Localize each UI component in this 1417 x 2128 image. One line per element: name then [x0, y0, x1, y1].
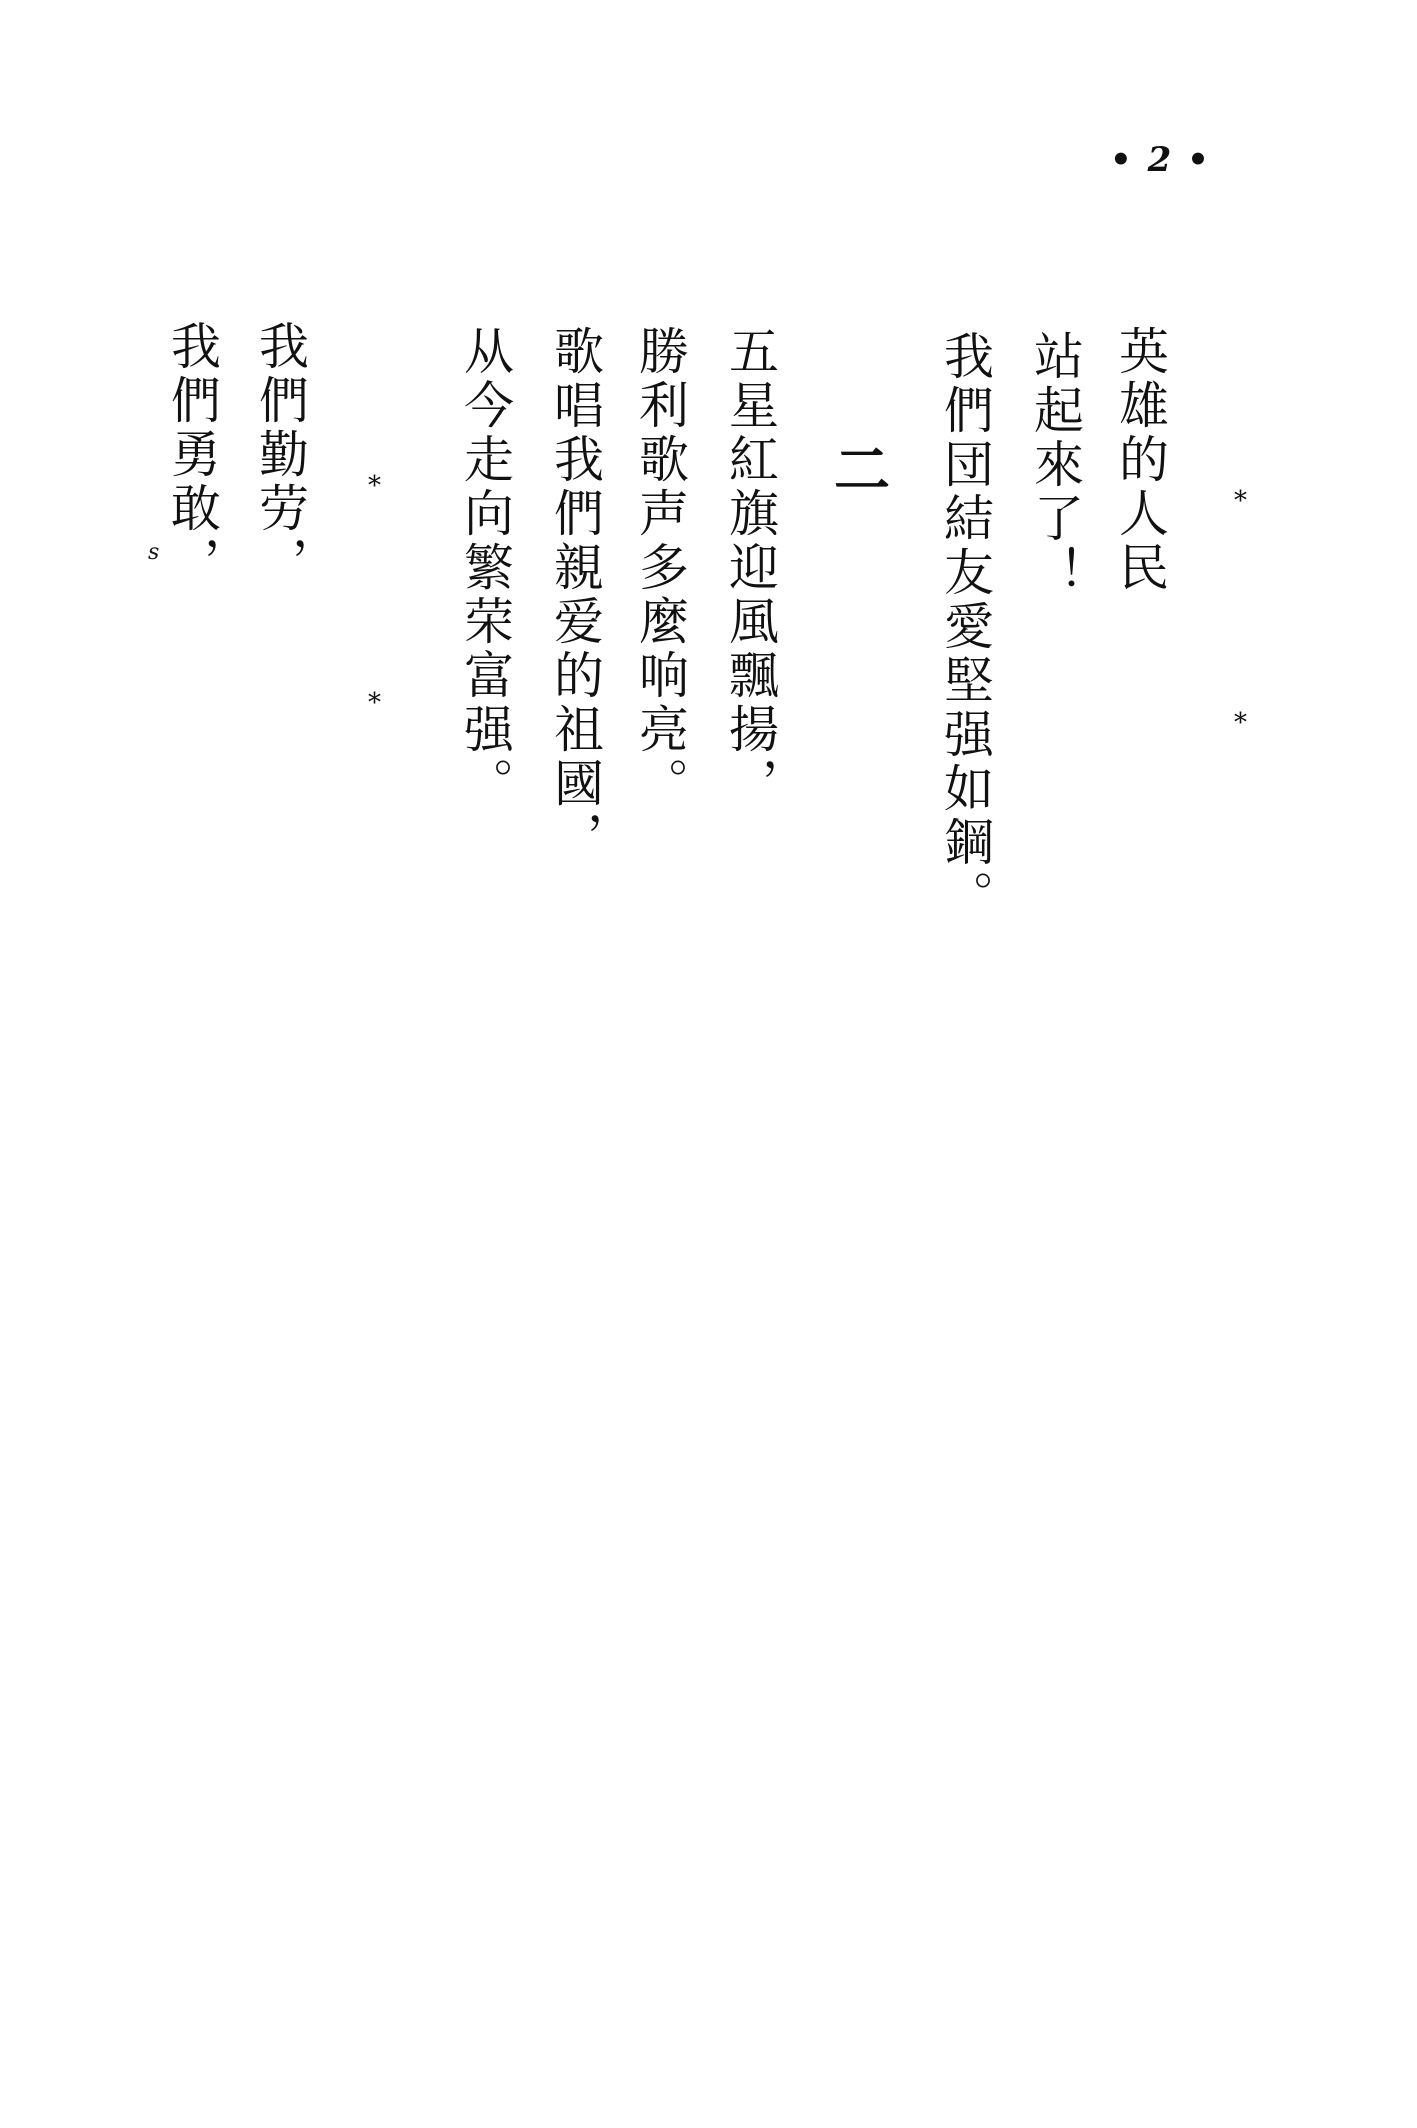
verse-line-8: 我們勤劳， [251, 320, 309, 590]
verse-line-7: 从今走向繁荣富强。 [456, 325, 514, 811]
verse-line-2: 站起來了！ [1026, 330, 1084, 600]
page-number: • 2 • [1110, 140, 1211, 180]
separator-asterisk: * [1234, 486, 1247, 516]
separator-asterisk: * [1234, 708, 1247, 738]
verse-line-1: 英雄的人民 [1111, 325, 1169, 595]
verse-line-4: 五星紅旗迎風飄揚， [721, 325, 779, 811]
separator-asterisk: * [368, 688, 381, 718]
separator-asterisk: * [368, 471, 381, 501]
verse-line-9: 我們勇敢， [163, 320, 221, 590]
verse-line-6: 歌唱我們親爱的祖國， [546, 325, 604, 865]
stray-print-mark: s [148, 540, 160, 565]
verse-line-3: 我們団結友愛堅强如鋼。 [936, 330, 994, 924]
verse-line-5: 勝利歌声多麼响亮。 [631, 325, 689, 811]
section-number: 二 [825, 440, 891, 500]
